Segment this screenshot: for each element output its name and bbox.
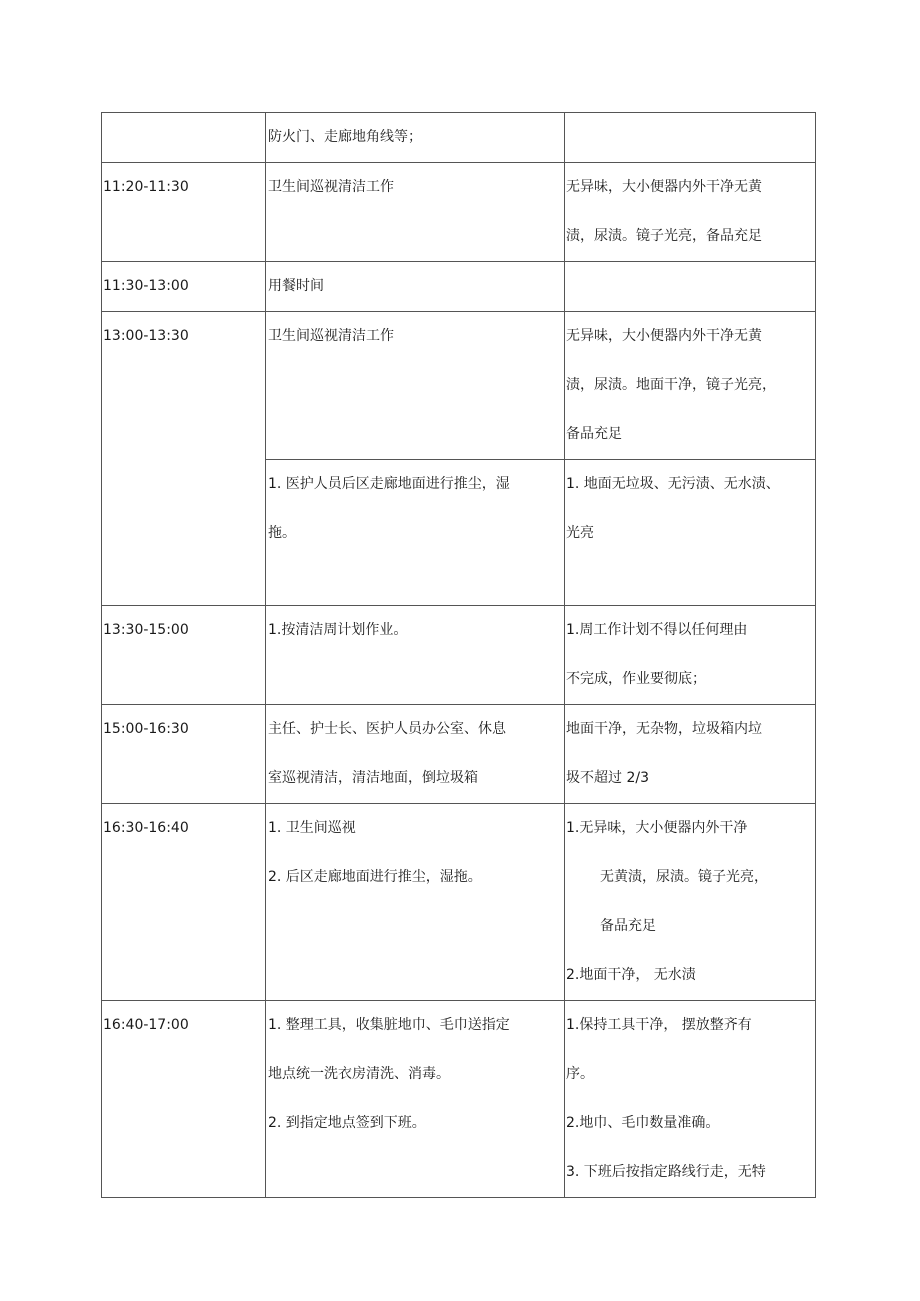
task-cell: 用餐时间	[266, 262, 565, 312]
standard-cell	[565, 113, 816, 163]
time-cell: 13:00-13:30	[102, 312, 266, 606]
task-cell: 卫生间巡视清洁工作	[266, 163, 565, 262]
task-cell: 防火门、走廊地角线等；	[266, 113, 565, 163]
time-cell: 11:30-13:00	[102, 262, 266, 312]
time-cell: 11:20-11:30	[102, 163, 266, 262]
standard-cell: 1.无异味，大小便器内外干净 无黄渍，尿渍。镜子光亮， 备品充足 2.地面干净， 无水渍	[565, 804, 816, 1001]
time-cell: 16:30-16:40	[102, 804, 266, 1001]
task-cell: 1. 医护人员后区走廊地面进行推尘，湿 拖。	[266, 460, 565, 606]
table-row	[102, 606, 816, 705]
table-row	[102, 163, 816, 262]
table-row	[102, 262, 816, 312]
standard-cell: 1.保持工具干净， 摆放整齐有 序。 2.地巾、毛巾数量准确。 3. 下班后按指定路线行走，无特	[565, 1001, 816, 1198]
table-row	[102, 312, 816, 460]
table-row	[102, 113, 816, 163]
standard-cell: 1.周工作计划不得以任何理由 不完成，作业要彻底；	[565, 606, 816, 705]
task-cell: 主任、护士长、医护人员办公室、休息 室巡视清洁，清洁地面，倒垃圾箱	[266, 705, 565, 804]
task-cell: 1.按清洁周计划作业。	[266, 606, 565, 705]
time-cell: 16:40-17:00	[102, 1001, 266, 1198]
table-row	[102, 705, 816, 804]
standard-cell: 无异味，大小便器内外干净无黄 渍，尿渍。镜子光亮，备品充足	[565, 163, 816, 262]
task-cell: 卫生间巡视清洁工作	[266, 312, 565, 460]
standard-cell	[565, 262, 816, 312]
task-cell: 1. 卫生间巡视 2. 后区走廊地面进行推尘，湿拖。	[266, 804, 565, 1001]
table-row	[102, 804, 816, 1001]
time-cell	[102, 113, 266, 163]
standard-cell: 地面干净，无杂物，垃圾箱内垃 圾不超过 2/3	[565, 705, 816, 804]
time-cell: 15:00-16:30	[102, 705, 266, 804]
schedule-table	[101, 112, 816, 1198]
task-cell: 1. 整理工具，收集脏地巾、毛巾送指定 地点统一洗衣房清洗、消毒。 2. 到指定地点签到下班。	[266, 1001, 565, 1198]
standard-cell: 无异味，大小便器内外干净无黄 渍，尿渍。地面干净，镜子光亮， 备品充足	[565, 312, 816, 460]
standard-cell: 1. 地面无垃圾、无污渍、无水渍、 光亮	[565, 460, 816, 606]
table-row	[102, 1001, 816, 1198]
time-cell: 13:30-15:00	[102, 606, 266, 705]
